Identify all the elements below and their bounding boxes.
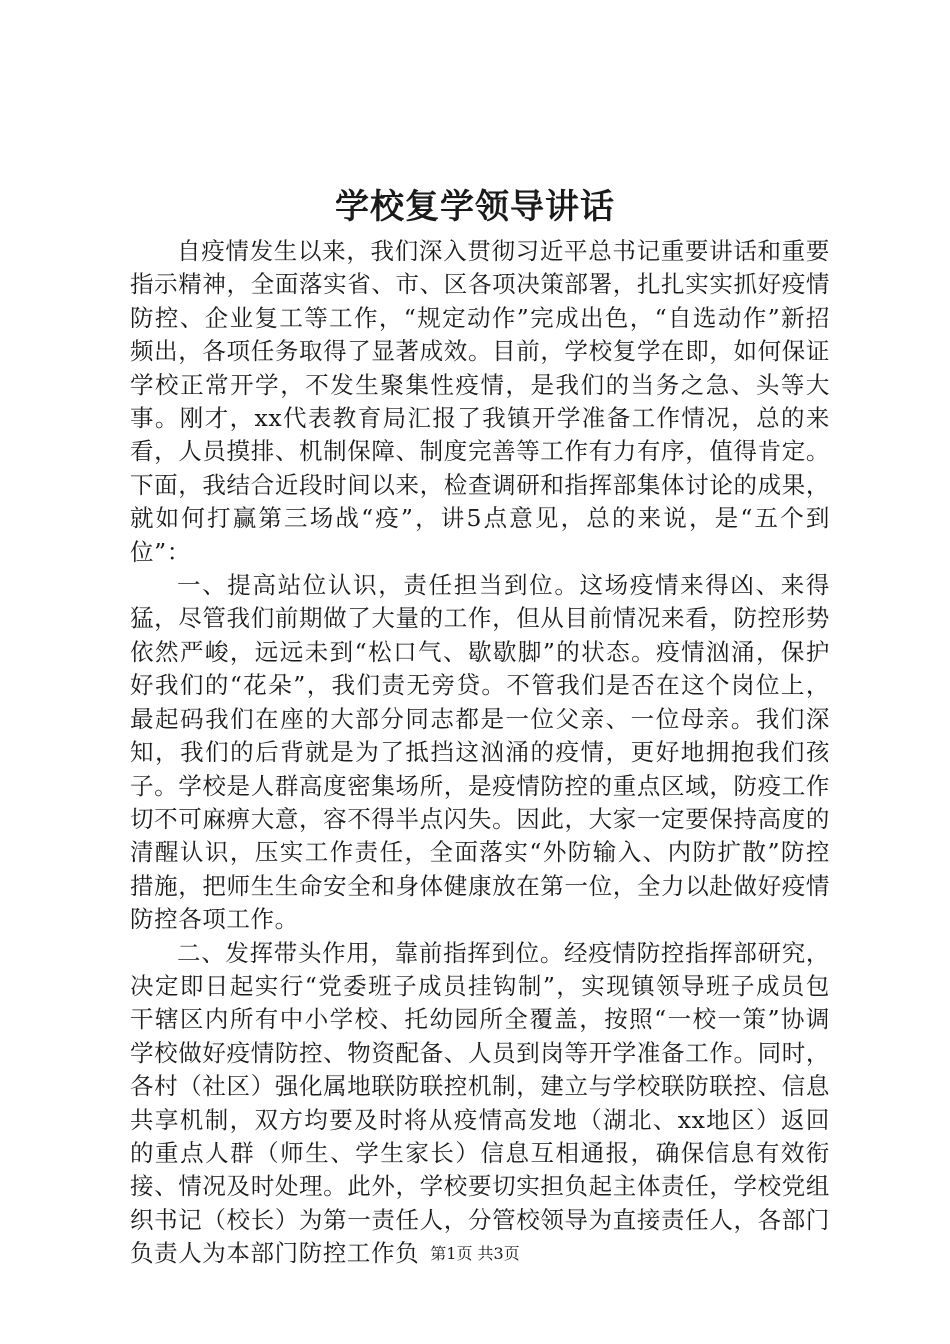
- paragraph-point-one: 一、提高站位认识，责任担当到位。这场疫情来得凶、来得猛，尽管我们前期做了大量的工作，但从目前情况来看，防控形势依然严峻，远远未到“松口气、歇歇脚”的状态。疫情汹涌，保护好我们的“花朵”，我们责无旁贷。不管我们是否在这个岗位上，最起码我们在座的大部分同志都是一位父亲、一位母亲。我们深知，我们的后背就是为了抵挡这汹涌的疫情，更好地拥抱我们孩子。学校是人群高度密集场所，是疫情防控的重点区域，防疫工作切不可麻痹大意，容不得半点闪失。因此，大家一定要保持高度的清醒认识，压实工作责任，全面落实“外防输入、内防扩散”防控措施，把师生生命安全和身体健康放在第一位，全力以赴做好疫情防控各项工作。: [130, 571, 830, 934]
- paragraph-intro: 自疫情发生以来，我们深入贯彻习近平总书记重要讲话和重要指示精神，全面落实省、市、区各项决策部署，扎扎实实抓好疫情防控、企业复工等工作，“规定动作”完成出色，“自选动作”新招频出，各项任务取得了显著成效。目前，学校复学在即，如何保证学校正常开学，不发生聚集性疫情，是我们的当务之急、头等大事。刚才，xx代表教育局汇报了我镇开学准备工作情况，总的来看，人员摸排、机制保障、制度完善等工作有力有序，值得肯定。下面，我结合近段时间以来，检查调研和指挥部集体讨论的成果，就如何打赢第三场战“疫”，讲5点意见，总的来说，是“五个到位”：: [130, 237, 830, 566]
- page-footer: 第1页 共3页: [430, 1244, 520, 1263]
- paragraph-point-two: 二、发挥带头作用，靠前指挥到位。经疫情防控指挥部研究，决定即日起实行“党委班子成员挂钩制”，实现镇领导班子成员包干辖区内所有中小学校、托幼园所全覆盖，按照“一校一策”协调学校做好疫情防控、物资配备、人员到岗等开学准备工作。同时，各村（社区）强化属地联防联控机制，建立与学校联防联控、信息共享机制，双方均要及时将从疫情高发地（湖北、xx地区）返回的重点人群（师生、学生家长）信息互相通报，确保信息有效衔接、情况及时处理。此外，学校要切实担负起主体责任，学校党组织书记（校长）为第一责任人，分管校领导为直接责任人，各部门负责人为本部门防控工作负: [130, 938, 830, 1268]
- document-body: [130, 235, 830, 1271]
- document-title: 学校复学领导讲话: [335, 187, 615, 227]
